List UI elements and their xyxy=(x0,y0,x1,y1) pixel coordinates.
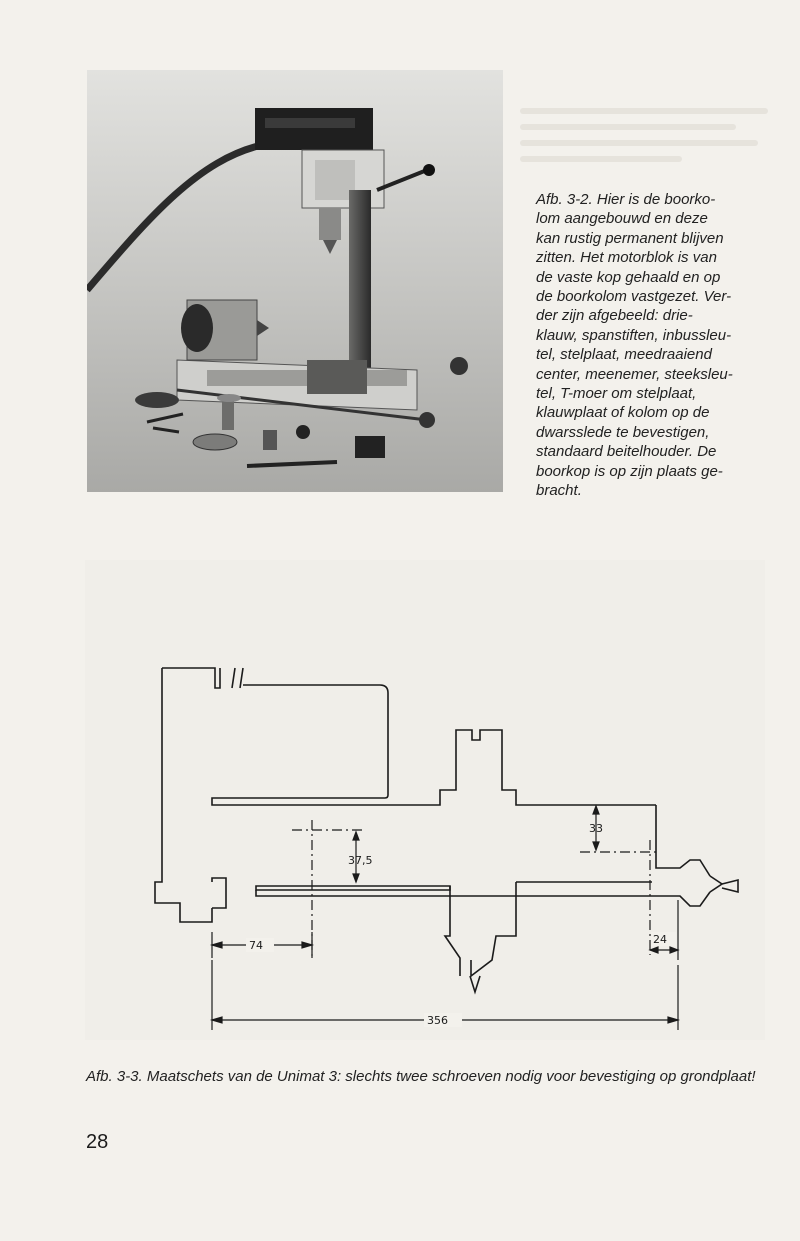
diagram-caption: Afb. 3-3. Maatschets van de Unimat 3: slechts twee schroeven nodig voor bevestiging op grondplaat! xyxy=(86,1068,756,1085)
show-through-lines xyxy=(520,108,790,172)
machine-photo xyxy=(87,70,503,492)
dimension-drawing xyxy=(140,660,760,1040)
dim-label-37-5: 37,5 xyxy=(348,854,373,867)
photo-caption: Afb. 3-2. Hier is de boorko- lom aangebouwd en deze kan rustig permanent blijven zitten. Het motorblok is van de vaste kop gehaald en op de boorkolom vastgezet. Ver- der zijn afgebeeld: drie- klauw, spanstiften, inbussleu- tel, stelplaat, meedraaiend center, meenemer, steeksleu- tel, T-moer om stelplaat, klauwplaat of kolom op de dwarsslede te bevestigen, standaard beitelhouder. De boorkop is op zijn plaats ge- bracht. xyxy=(536,191,733,500)
dim-label-356: 356 xyxy=(427,1014,448,1027)
dim-label-33: 33 xyxy=(589,822,603,835)
page-number: 28 xyxy=(86,1131,109,1153)
dim-label-24: 24 xyxy=(653,933,667,946)
dim-label-74: 74 xyxy=(249,939,263,952)
